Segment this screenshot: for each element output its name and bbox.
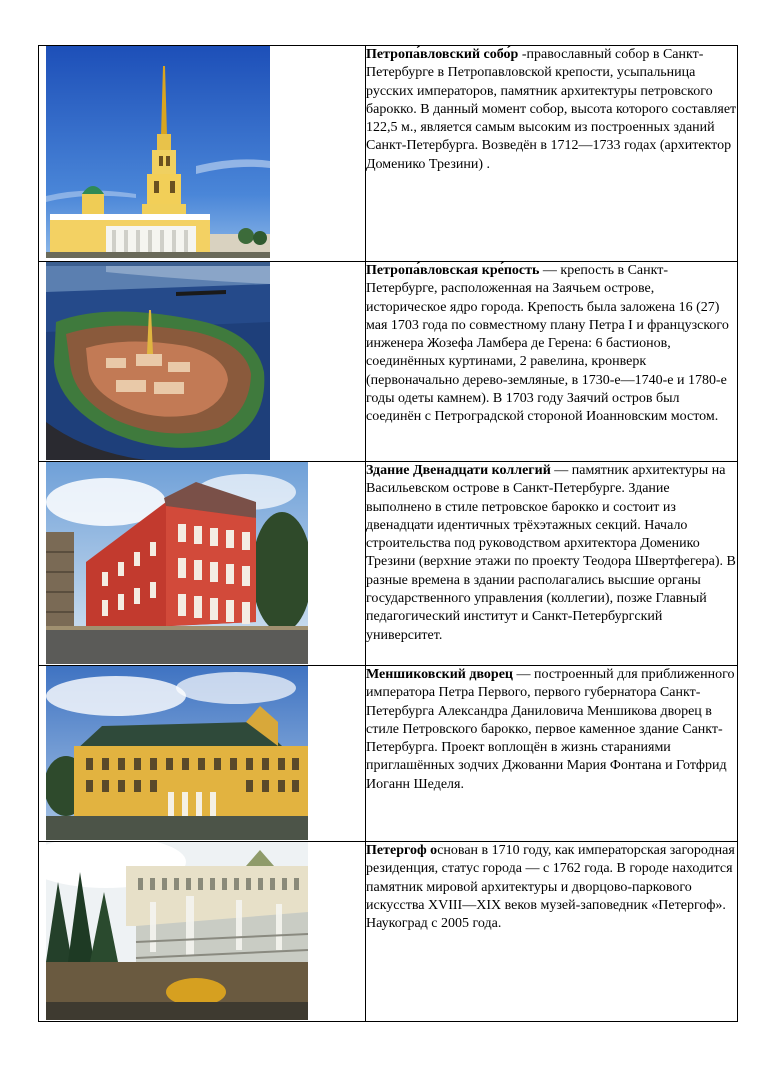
image-cell — [39, 262, 366, 462]
landmark-text: — построенный для приближенного императора Петра Первого, первого губернатора Санкт-Петербурга Александра Даниловича Меншикова дворец в стиле Петровского барокко, первое каменное здание Санкт-Петербурга. Проект воплощён в жизнь стараниями приглашённых зодчих Джованни Мария Фонтана и Готфрид Иоганн Шеделя. — [366, 667, 735, 792]
landmark-title: Петропа́вловский собо́р — [366, 47, 519, 62]
landmark-description — [366, 262, 737, 427]
peter-and-paul-fortress-aerial-photo — [46, 262, 270, 460]
landmark-text: -православный собор в Санкт-Петербурге в Петропавловской крепости, усыпальница русских императоров, памятник архитектуры петровского барокко. В данный момент собор, высота которого составляет 122,5 м., является самым высоким из построенных зданий Санкт-Петербурга. Возведён в 1712—1733 годах (архитектор Доменико Трезини) . — [366, 47, 737, 172]
table-row — [39, 666, 738, 842]
landmark-description — [366, 842, 737, 933]
landmark-title: Здание Двенадцати коллегий — [366, 463, 551, 478]
landmarks-table — [38, 45, 738, 1022]
description-cell — [366, 666, 738, 842]
description-cell — [366, 842, 738, 1022]
table-row — [39, 462, 738, 666]
landmark-title: Петропа́вловская кре́пость — [366, 263, 540, 278]
description-cell — [366, 262, 738, 462]
table-row — [39, 46, 738, 262]
landmark-description — [366, 462, 737, 645]
landmark-title: Меншиковский дворец — [366, 667, 513, 682]
table-row — [39, 842, 738, 1022]
landmark-text: — памятник архитектуры на Васильевском острове в Санкт-Петербурге. Здание выполнено в стиле петровское барокко и состоит из двенадцати идентичных трёхэтажных секций. Начало строительства под руководством архитектора Доменико Трезини (верхние этажи по проекту Теодора Швертфегера). В разные времена в здании располагались высшие органы государственного управления (коллегии), позже Главный педагогический институт и Санкт-Петербургский университет. — [366, 463, 736, 643]
menshikov-palace-photo — [46, 666, 308, 840]
landmark-text: — крепость в Санкт-Петербурге, расположенная на Заячьем острове, историческое ядро города. Крепость была заложена 16 (27) мая 1703 года по совместному плану Петра I и французского инженера Жозефа Ламбера де Герена: 6 бастионов, соединённых куртинами, 2 равелина, кронверк (первоначально дерево-земляные, в 1730-е—1740-е и 1780-е годы одеты камнем). В 1703 году Заячий остров был соединён с Петроградской стороной Иоанновским мостом. — [366, 263, 729, 425]
peterhof-grand-cascade-photo — [46, 842, 308, 1020]
landmark-title: Петергоф о — [366, 843, 438, 858]
table-row — [39, 262, 738, 462]
image-cell — [39, 46, 366, 262]
peter-and-paul-cathedral-photo — [46, 46, 270, 258]
landmark-description — [366, 666, 737, 794]
image-cell — [39, 842, 366, 1022]
description-cell — [366, 46, 738, 262]
landmark-text: снован в 1710 году, как императорская загородная резиденция, статус города — с 1762 года. В городе находится памятник мировой архитектуры и дворцово-паркового искусства XVIII—XIX веков музей-заповедник «Петергоф». Наукоград с 2005 года. — [366, 843, 735, 932]
image-cell — [39, 666, 366, 842]
image-cell — [39, 462, 366, 666]
description-cell — [366, 462, 738, 666]
twelve-collegia-building-photo — [46, 462, 308, 664]
landmark-description — [366, 46, 737, 174]
